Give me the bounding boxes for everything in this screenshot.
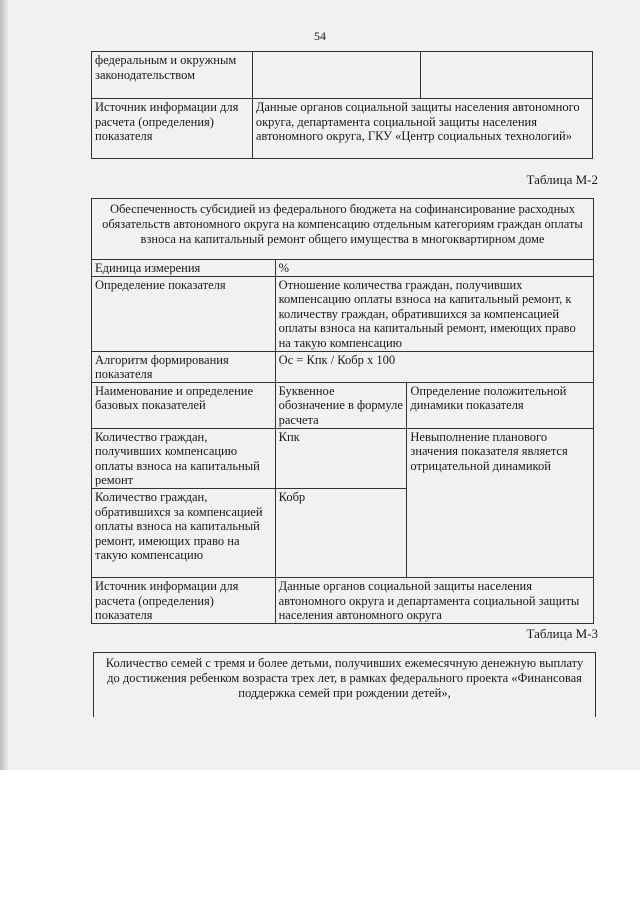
- header-positive-dynamics: Определение положительной динамики показателя: [407, 382, 594, 428]
- header-letter-symbol: Буквенное обозначение в формуле расчета: [275, 382, 407, 428]
- table-row: [92, 428, 594, 488]
- source-value: Данные органов социальной защиты населения автономного округа, департамента социальной защиты населения автономного округа, ГКУ «Центр социальных технологий»: [252, 99, 592, 159]
- table-m3-title: Количество семей с тремя и более детьми, получивших ежемесячную денежную выплату до достижения ребенком возраста трех лет, в рамках федерального проекта «Финансовая поддержка семей при рождении детей»,: [94, 653, 596, 718]
- table-row: [92, 52, 593, 99]
- table-m2-caption: Таблица М-2: [526, 172, 598, 187]
- page-edge-shadow: [0, 0, 8, 770]
- table-m2-title: Обеспеченность субсидией из федерального бюджета на софинансирование расходных обязательств автономного округа на компенсацию отдельным категориям граждан оплаты взноса на капитальный ремонт общего имущества в многоквартирном доме: [92, 199, 594, 260]
- legislation-label: федеральным и окружным законодательством: [92, 52, 253, 99]
- legislation-col2: [252, 52, 421, 99]
- table-row: [92, 276, 594, 351]
- table-previous-continuation: [91, 51, 593, 159]
- header-base-indicator-name: Наименование и определение базовых показателей: [92, 382, 276, 428]
- table-row: [92, 351, 594, 382]
- unit-value: %: [275, 260, 593, 277]
- legislation-col3: [421, 52, 593, 99]
- table-m2: [91, 198, 594, 624]
- table-row: [92, 382, 594, 428]
- table-row: [94, 653, 596, 718]
- source-label: Источник информации для расчета (определения) показателя: [92, 577, 276, 623]
- algorithm-label: Алгоритм формирования показателя: [92, 351, 276, 382]
- source-label: Источник информации для расчета (определения) показателя: [92, 99, 253, 159]
- definition-label: Определение показателя: [92, 276, 276, 351]
- base-indicator-symbol: Кобр: [275, 488, 407, 577]
- base-indicator-name: Количество граждан, получивших компенсацию оплаты взноса на капитальный ремонт: [92, 428, 276, 488]
- table-m3: [93, 652, 596, 717]
- table-row: [92, 99, 593, 159]
- definition-value: Отношение количества граждан, получивших компенсацию оплаты взноса на капитальный ремонт, к количеству граждан, обратившихся за компенсацией оплаты взноса на капитальный ремонт, имеющих право на такую компенсацию: [275, 276, 593, 351]
- base-indicator-symbol: Кпк: [275, 428, 407, 488]
- positive-dynamics-definition: Невыполнение планового значения показателя является отрицательной динамикой: [407, 428, 594, 577]
- table-row: [92, 260, 594, 277]
- table-row: [92, 199, 594, 260]
- algorithm-formula: Ос = Кпк / Кобр х 100: [275, 351, 593, 382]
- page-number: 54: [314, 29, 326, 43]
- table-m3-caption: Таблица М-3: [526, 626, 598, 641]
- table-row: [92, 577, 594, 623]
- unit-label: Единица измерения: [92, 260, 276, 277]
- base-indicator-name: Количество граждан, обратившихся за компенсацией оплаты взноса на капитальный ремонт, имеющих право на такую компенсацию: [92, 488, 276, 577]
- source-value: Данные органов социальной защиты населения автономного округа и департамента социальной защиты населения автономного округа: [275, 577, 593, 623]
